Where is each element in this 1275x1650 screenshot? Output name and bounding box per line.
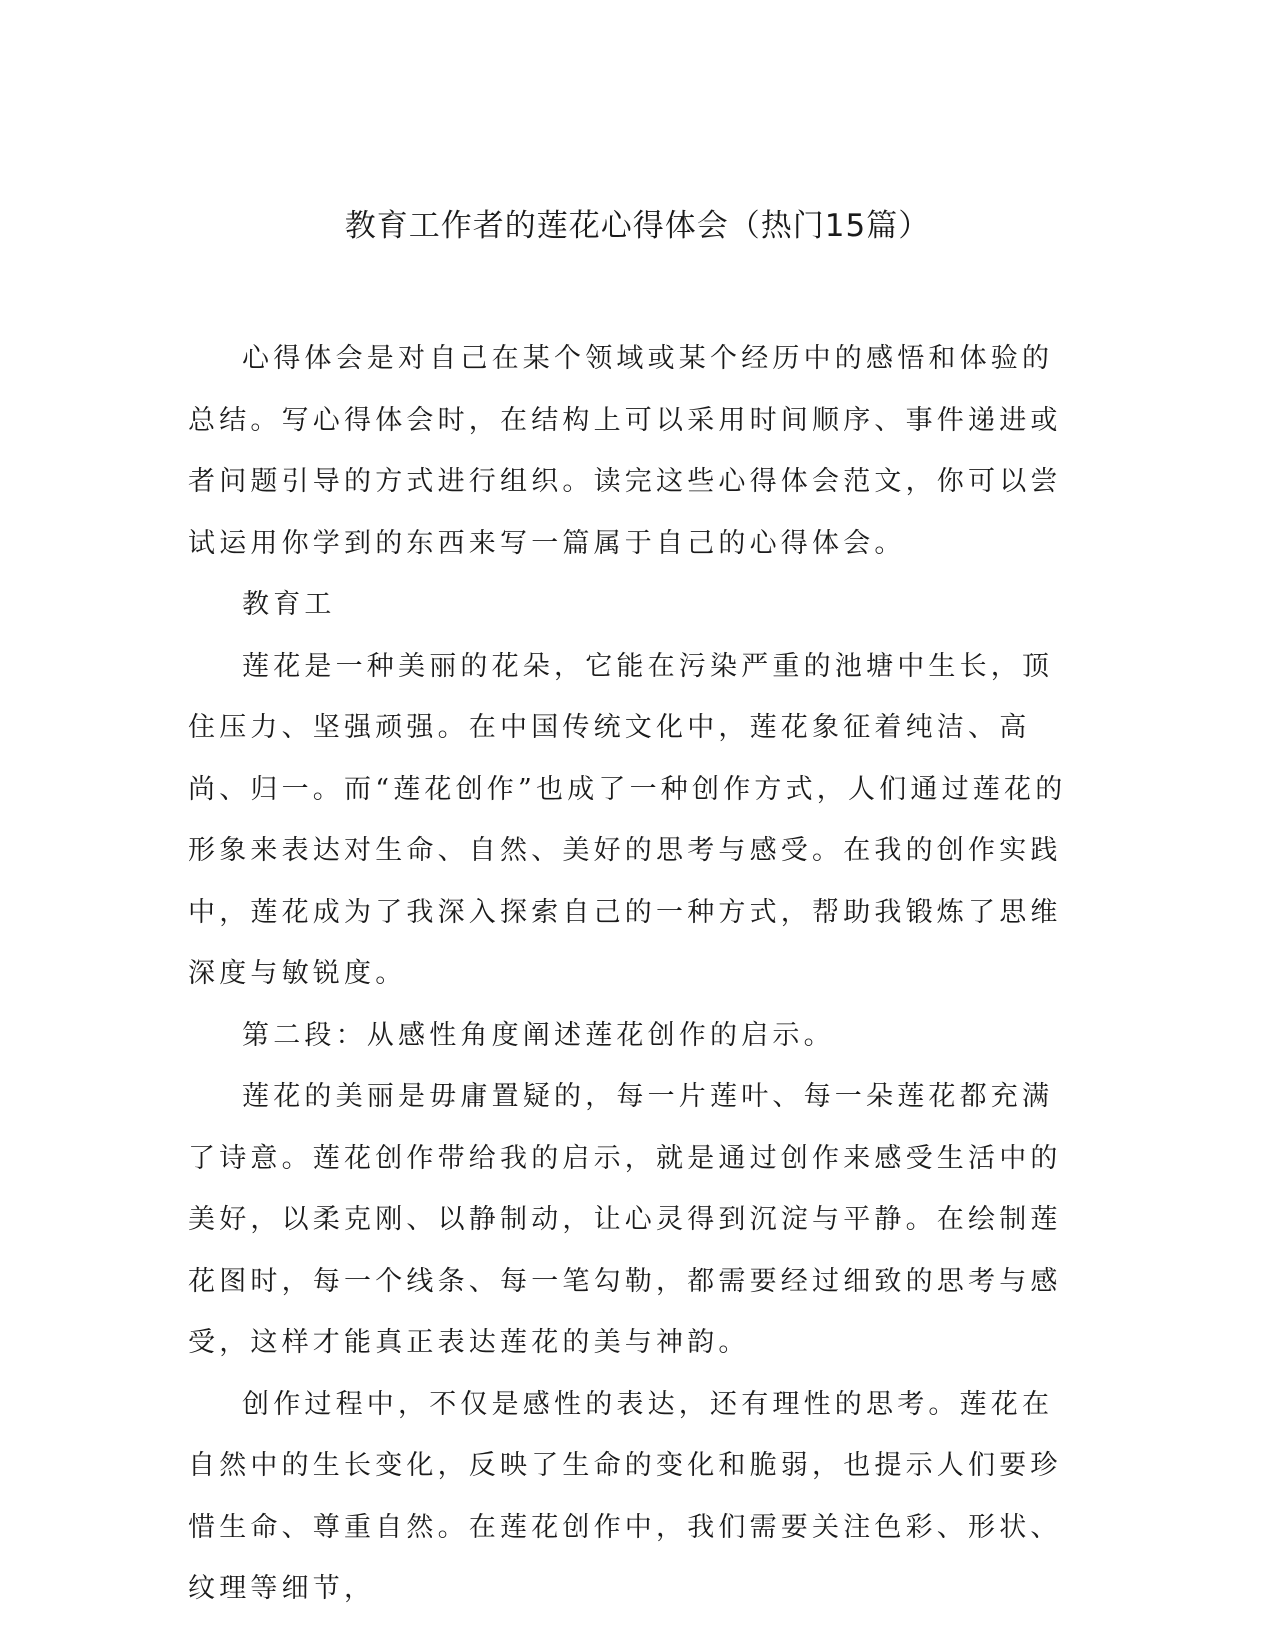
paragraph-lotus-intro: 莲花是一种美丽的花朵，它能在污染严重的池塘中生长，顶住压力、坚强顽强。在中国传统文化中，莲花象征着纯洁、高尚、归一。而“莲花创作”也成了一种创作方式，人们通过莲花的形象来表达对生命、自然、美好的思考与感受。在我的创作实践中，莲花成为了我深入探索自己的一种方式，帮助我锻炼了思维深度与敏锐度。	[188, 650, 1067, 989]
paragraph-lotus-beauty: 莲花的美丽是毋庸置疑的，每一片莲叶、每一朵莲花都充满了诗意。莲花创作带给我的启示，就是通过创作来感受生活中的美好，以柔克刚、以静制动，让心灵得到沉淀与平静。在绘制莲花图时，每一个线条、每一笔勾勒，都需要经过细致的思考与感受，这样才能真正表达莲花的美与神韵。	[188, 1081, 1062, 1358]
document-body	[188, 328, 1068, 1620]
document-title: 教育工作者的莲花心得体会（热门15篇）	[344, 208, 931, 244]
paragraph-intro: 心得体会是对自己在某个领域或某个经历中的感悟和体验的总结。写心得体会时，在结构上可以采用时间顺序、事件递进或者问题引导的方式进行组织。读完这些心得体会范文，你可以尝试运用你学到的东西来写一篇属于自己的心得体会。	[188, 343, 1062, 559]
paragraph-section-two-heading: 第二段：从感性角度阐述莲花创作的启示。	[242, 1019, 835, 1051]
paragraph-creation-process: 创作过程中，不仅是感性的表达，还有理性的思考。莲花在自然中的生长变化，反映了生命的变化和脆弱，也提示人们要珍惜生命、尊重自然。在莲花创作中，我们需要关注色彩、形状、纹理等细节，	[188, 1388, 1062, 1604]
paragraph-heading: 教育工	[242, 589, 336, 620]
